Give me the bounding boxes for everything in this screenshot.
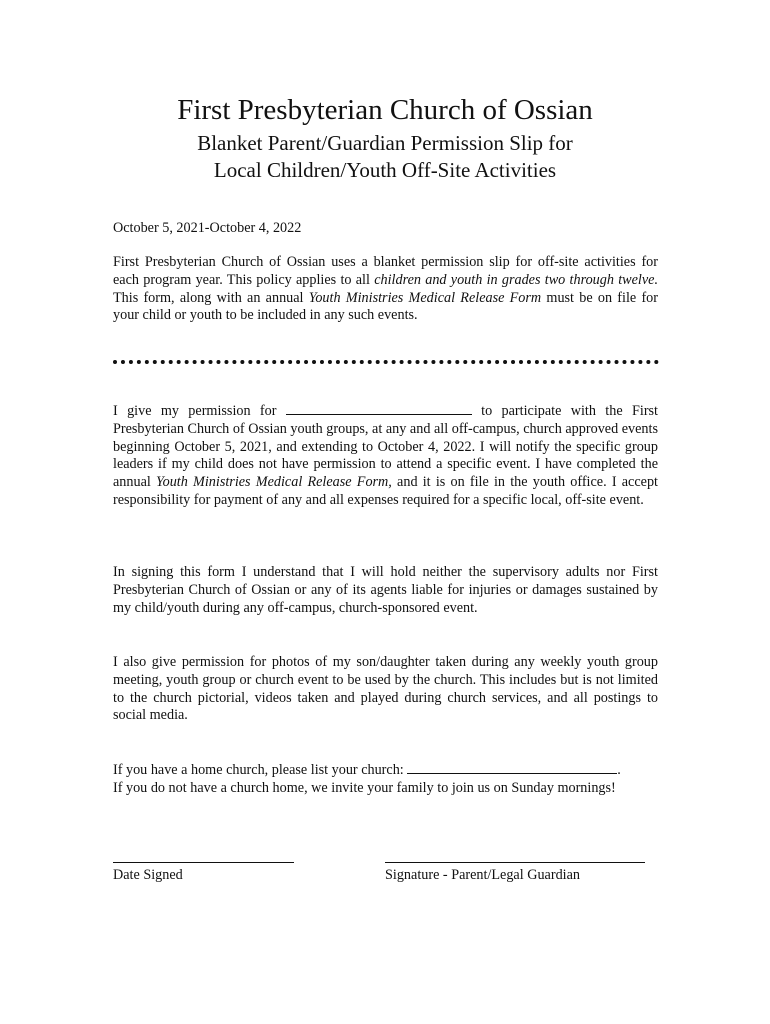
permission-emphasis-form: Youth Ministries Medical Release Form, — [156, 474, 392, 491]
liability-paragraph: In signing this form I understand that I will hold neither the supervisory adults nor First Presbyterian Church of Ossian or any of its agents liable for injuries or damages sustained by my child/youth during any off-campus, church-sponsored event. — [113, 564, 658, 616]
permission-paragraph — [113, 402, 658, 510]
intro-emphasis-form: Youth Ministries Medical Release Form — [308, 289, 542, 306]
date-signed-label: Date Signed — [113, 867, 183, 883]
home-church-prompt: If you have a home church, please list your church: — [113, 762, 408, 778]
church-invite-line: If you do not have a church home, we invite your family to join us on Sunday mornings! — [113, 779, 616, 796]
guardian-signature-label: Signature - Parent/Legal Guardian — [385, 867, 581, 883]
dotted-divider — [113, 360, 659, 364]
home-church-blank[interactable] — [407, 761, 617, 774]
intro-text-1: First Presbyterian Church of Ossian uses a blanket permission slip for off-site activities for each program year. This policy applies to all — [113, 254, 658, 288]
form-title: First Presbyterian Church of Ossian — [177, 94, 593, 126]
subtitle-line-1: Blanket Parent/Guardian Permission Slip for — [197, 131, 573, 155]
permission-text-1: I give my permission for — [113, 403, 286, 419]
child-name-blank[interactable] — [286, 402, 472, 415]
permission-text-3: and it is on file in the youth office. I accept responsibility for payment of any and all expenses required for a specific local, off-site event. — [113, 474, 658, 508]
intro-text-2: This form, along with an annual — [113, 289, 309, 306]
date-signed-line[interactable] — [113, 862, 294, 863]
date-range: October 5, 2021-October 4, 2022 — [113, 220, 302, 236]
intro-text-3: must be on file for your child or youth to be included in any such events. — [113, 289, 658, 324]
home-church-section — [113, 761, 658, 798]
home-church-line — [113, 761, 658, 780]
subtitle-line-2: Local Children/Youth Off-Site Activities — [213, 158, 557, 182]
home-church-period: . — [617, 762, 621, 778]
intro-paragraph — [113, 254, 658, 325]
permission-text-2: to participate with the First Presbyterian Church of Ossian youth groups, at any and all off-campus, church approved events beginning October 5, 2021, and extending to October 4, 2022. I will notify the specific group leaders if my child does not have permission to attend a specific event. I have completed the annual — [113, 403, 659, 491]
intro-emphasis-grades: children and youth in grades two through twelve. — [374, 271, 658, 288]
photo-permission-paragraph: I also give permission for photos of my son/daughter taken during any weekly youth group meeting, youth group or church event to be used by the church. This includes but is not limited to the church pictorial, videos taken and played during church services, and all postings to social media. — [113, 654, 658, 724]
form-subtitle — [0, 130, 770, 184]
guardian-signature-line[interactable] — [385, 862, 645, 863]
